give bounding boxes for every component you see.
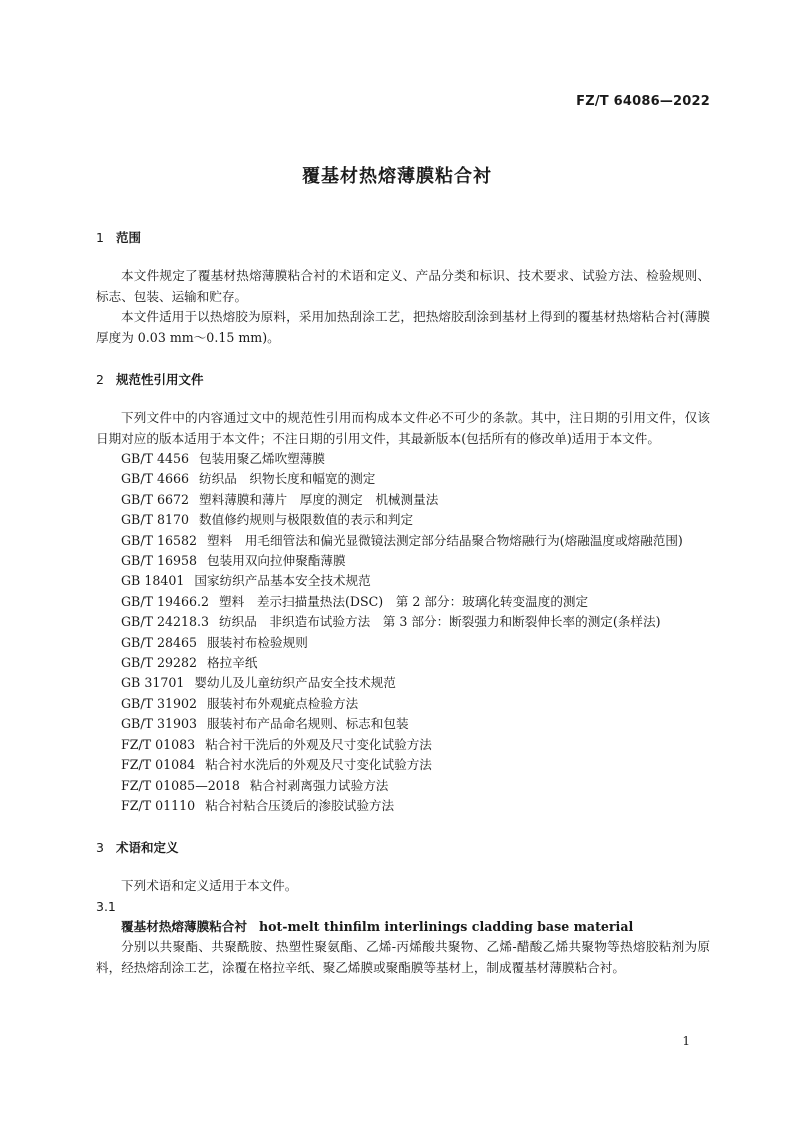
document-title: 覆基材热熔薄膜粘合衬 [302, 166, 492, 187]
section-number: 1 [96, 230, 104, 245]
reference-code: GB/T 31902 [121, 695, 198, 711]
reference-item [96, 592, 710, 612]
reference-item [96, 510, 710, 530]
reference-item [96, 673, 710, 693]
reference-title: 服装衬布外观疵点检验方法 [207, 695, 359, 711]
reference-code: GB/T 16582 [121, 532, 198, 548]
page-number: 1 [682, 1034, 690, 1048]
reference-item [96, 653, 710, 673]
reference-item [96, 694, 710, 714]
term-definition: 分别以共聚酯、共聚酰胺、热塑性聚氨酯、乙烯-丙烯酸共聚物、乙烯-醋酸乙烯共聚物等热熔胶粘剂为原料，经热熔刮涂工艺，涂覆在格拉辛纸、聚乙烯膜或聚酯膜等基材上，制成覆基材薄膜粘合衬。 [96, 939, 710, 975]
reference-title: 塑料 差示扫描量热法(DSC) 第 2 部分：玻璃化转变温度的测定 [219, 593, 589, 609]
reference-title: 格拉辛纸 [207, 655, 258, 671]
reference-code: GB 18401 [121, 573, 185, 589]
reference-item [96, 469, 710, 489]
section-heading-terms [96, 838, 710, 858]
reference-item [96, 612, 710, 632]
reference-item [96, 776, 710, 796]
reference-list [96, 449, 710, 816]
term-english: hot-melt thinfilm interlinings cladding base material [258, 918, 634, 934]
reference-code: GB/T 28465 [121, 634, 198, 650]
reference-code: GB 31701 [121, 675, 185, 691]
section-number: 3 [96, 840, 104, 856]
term-chinese: 覆基材热熔薄膜粘合衬 [121, 918, 247, 934]
reference-title: 婴幼儿及儿童纺织产品安全技术规范 [194, 675, 396, 691]
reference-code: FZ/T 01085—2018 [121, 777, 240, 793]
reference-code: GB/T 8170 [121, 512, 190, 528]
reference-item [96, 551, 710, 571]
section-title: 范围 [116, 230, 142, 245]
reference-title: 粘合衬剥离强力试验方法 [249, 777, 389, 793]
reference-title: 服装衬布检验规则 [207, 634, 308, 650]
reference-item [96, 449, 710, 469]
reference-title: 数值修约规则与极限数值的表示和判定 [199, 512, 414, 528]
reference-code: GB/T 4456 [121, 451, 190, 466]
reference-code: GB/T 19466.2 [121, 593, 210, 609]
reference-item [96, 571, 710, 591]
reference-title: 纺织品 织物长度和幅宽的测定 [199, 471, 376, 487]
section-heading-normative-references [96, 370, 710, 390]
section-title: 术语和定义 [116, 840, 179, 856]
clause-number: 3.1 [96, 898, 116, 914]
scope-paragraph-2: 本文件适用于以热熔胶为原料，采用加热刮涂工艺，把热熔胶刮涂到基材上得到的覆基材热熔粘合衬(薄膜厚度为 0.03 mm～0.15 mm)。 [96, 309, 710, 345]
reference-code: GB/T 29282 [121, 655, 198, 671]
reference-title: 服装衬布产品命名规则、标志和包装 [207, 716, 409, 732]
reference-title: 粘合衬粘合压烫后的渗胶试验方法 [205, 797, 395, 813]
reference-title: 国家纺织产品基本安全技术规范 [194, 573, 371, 589]
reference-title: 粘合衬干洗后的外观及尺寸变化试验方法 [205, 736, 432, 752]
reference-code: GB/T 4666 [121, 471, 190, 487]
reference-title: 塑料薄膜和薄片 厚度的测定 机械测量法 [199, 491, 439, 507]
reference-title: 包装用双向拉伸聚酯薄膜 [207, 553, 346, 569]
reference-title: 纺织品 非织造布试验方法 第 3 部分：断裂强力和断裂伸长率的测定(条样法) [219, 614, 661, 630]
references-intro: 下列文件中的内容通过文中的规范性引用而构成本文件必不可少的条款。其中，注日期的引用文件，仅该日期对应的版本适用于本文件；不注日期的引用文件，其最新版本(包括所有的修改单)适用于本文件。 [96, 410, 710, 446]
reference-code: FZ/T 01110 [121, 797, 196, 813]
reference-item [96, 531, 710, 551]
section-heading-scope [96, 228, 710, 248]
document-code: FZ/T 64086—2022 [576, 94, 710, 109]
reference-item [96, 633, 710, 653]
reference-code: GB/T 6672 [121, 491, 190, 507]
scope-paragraph-1: 本文件规定了覆基材热熔薄膜粘合衬的术语和定义、产品分类和标识、技术要求、试验方法、检验规则、标志、包装、运输和贮存。 [96, 268, 710, 304]
section-title: 规范性引用文件 [116, 372, 204, 387]
reference-code: FZ/T 01083 [121, 736, 196, 752]
terms-intro: 下列术语和定义适用于本文件。 [121, 878, 298, 894]
reference-item [96, 796, 710, 816]
reference-title: 塑料 用毛细管法和偏光显微镜法测定部分结晶聚合物熔融行为(熔融温度或熔融范围) [207, 532, 683, 548]
reference-item [96, 735, 710, 755]
document-body [96, 228, 710, 978]
reference-code: FZ/T 01084 [121, 757, 196, 773]
reference-item [96, 755, 710, 775]
reference-code: GB/T 16958 [121, 553, 198, 569]
section-number: 2 [96, 372, 104, 387]
reference-title: 粘合衬水洗后的外观及尺寸变化试验方法 [205, 757, 432, 773]
reference-code: GB/T 24218.3 [121, 614, 210, 630]
reference-title: 包装用聚乙烯吹塑薄膜 [199, 451, 325, 466]
reference-code: GB/T 31903 [121, 716, 198, 732]
reference-item [96, 490, 710, 510]
reference-item [96, 714, 710, 734]
term-entry [96, 917, 710, 938]
